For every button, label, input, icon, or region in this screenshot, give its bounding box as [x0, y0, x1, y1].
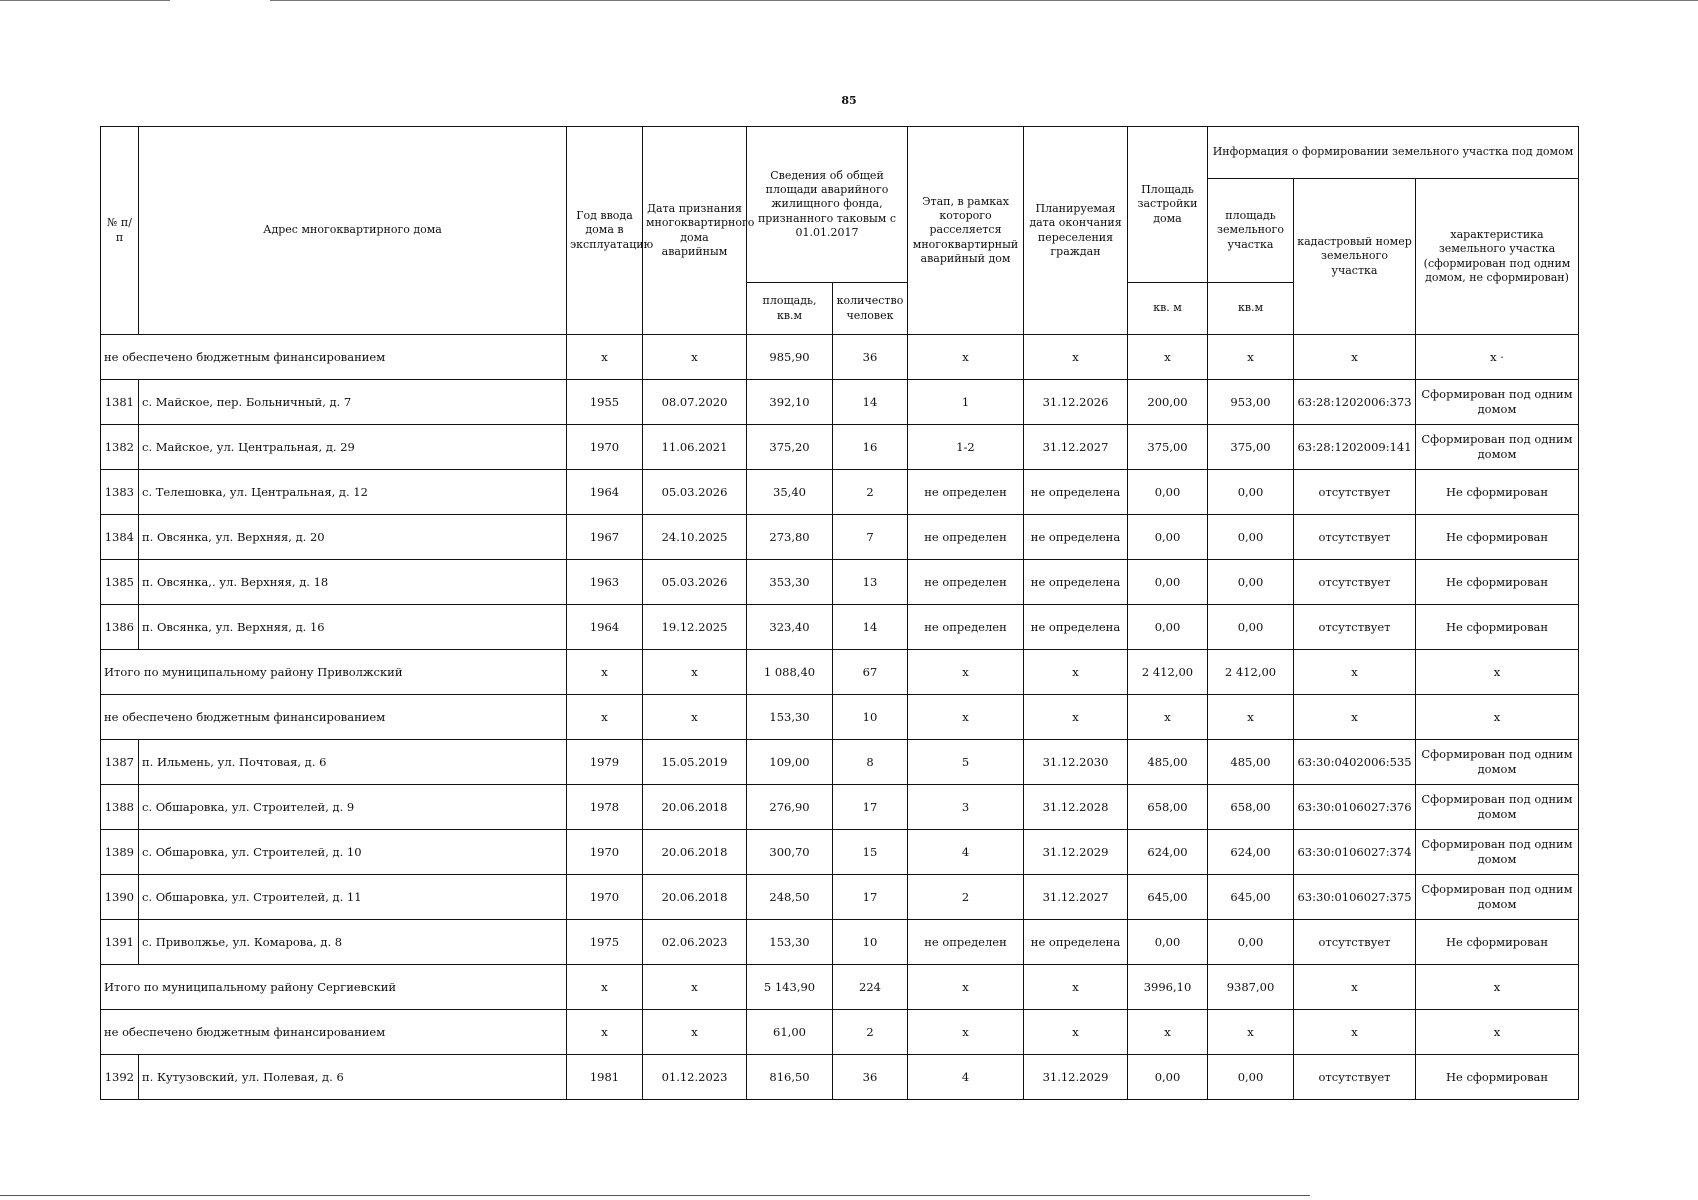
row-address: п. Овсянка,. ул. Верхняя, д. 18 — [139, 560, 567, 605]
cell-planned: 31.12.2026 — [1024, 380, 1128, 425]
header-land-group: Информация о формировании земельного участка под домом — [1208, 127, 1579, 179]
cell-area: 392,10 — [747, 380, 833, 425]
cell-people: 7 — [833, 515, 908, 560]
cell-date: 20.06.2018 — [643, 830, 747, 875]
cell-char: Сформирован под одним домом — [1416, 830, 1579, 875]
row-number: 1381 — [101, 380, 139, 425]
cell-land: 2 412,00 — [1208, 650, 1294, 695]
cell-char: Сформирован под одним домом — [1416, 425, 1579, 470]
cell-cadastral: x — [1294, 650, 1416, 695]
cell-area: 276,90 — [747, 785, 833, 830]
cell-people: 10 — [833, 695, 908, 740]
cell-land: 645,00 — [1208, 875, 1294, 920]
cell-year: 1955 — [567, 380, 643, 425]
cell-cadastral: 63:30:0106027:374 — [1294, 830, 1416, 875]
cell-land: 0,00 — [1208, 560, 1294, 605]
cell-bldg: 0,00 — [1128, 1055, 1208, 1100]
row-number: 1390 — [101, 875, 139, 920]
cell-cadastral: отсутствует — [1294, 920, 1416, 965]
top-rule-right — [270, 0, 1698, 1]
cell-date: 20.06.2018 — [643, 785, 747, 830]
cell-stage: не определен — [908, 515, 1024, 560]
cell-date: 20.06.2018 — [643, 875, 747, 920]
table-body — [101, 335, 1579, 1100]
summary-row — [101, 695, 1579, 740]
cell-land: 375,00 — [1208, 425, 1294, 470]
table-row — [101, 560, 1579, 605]
cell-planned: не определена — [1024, 515, 1128, 560]
cell-area: 153,30 — [747, 695, 833, 740]
header-year: Год ввода дома в эксплуатацию — [567, 127, 643, 335]
summary-label: не обеспечено бюджетным финансированием — [101, 1010, 567, 1055]
cell-char: x — [1416, 965, 1579, 1010]
cell-year: 1963 — [567, 560, 643, 605]
cell-stage: 2 — [908, 875, 1024, 920]
header-land-area: площадь земельного участка — [1208, 179, 1294, 283]
cell-bldg: 0,00 — [1128, 560, 1208, 605]
cell-cadastral: отсутствует — [1294, 515, 1416, 560]
cell-people: 15 — [833, 830, 908, 875]
cell-char: x · — [1416, 335, 1579, 380]
cell-year: 1979 — [567, 740, 643, 785]
cell-planned: 31.12.2028 — [1024, 785, 1128, 830]
cell-planned: x — [1024, 1010, 1128, 1055]
header-building-area-unit: кв. м — [1128, 283, 1208, 335]
cell-area: 375,20 — [747, 425, 833, 470]
cell-land: 0,00 — [1208, 920, 1294, 965]
cell-year: 1970 — [567, 425, 643, 470]
cell-area: 273,80 — [747, 515, 833, 560]
cell-people: 2 — [833, 470, 908, 515]
cell-char: Не сформирован — [1416, 1055, 1579, 1100]
header-land-area-unit: кв.м — [1208, 283, 1294, 335]
cell-planned: 31.12.2030 — [1024, 740, 1128, 785]
cell-cadastral: отсутствует — [1294, 470, 1416, 515]
row-address: с. Телешовка, ул. Центральная, д. 12 — [139, 470, 567, 515]
cell-area: 248,50 — [747, 875, 833, 920]
cell-char: Не сформирован — [1416, 605, 1579, 650]
row-number: 1384 — [101, 515, 139, 560]
cell-people: 14 — [833, 380, 908, 425]
row-address: с. Обшаровка, ул. Строителей, д. 11 — [139, 875, 567, 920]
row-address: с. Приволжье, ул. Комарова, д. 8 — [139, 920, 567, 965]
row-number: 1388 — [101, 785, 139, 830]
table-row — [101, 785, 1579, 830]
cell-planned: не определена — [1024, 605, 1128, 650]
page-number: 85 — [841, 94, 857, 107]
cell-planned: 31.12.2027 — [1024, 425, 1128, 470]
table-row — [101, 605, 1579, 650]
cell-stage: x — [908, 335, 1024, 380]
cell-bldg: 645,00 — [1128, 875, 1208, 920]
row-number: 1389 — [101, 830, 139, 875]
summary-row — [101, 335, 1579, 380]
cell-land: 0,00 — [1208, 1055, 1294, 1100]
cell-area: 323,40 — [747, 605, 833, 650]
cell-year: 1978 — [567, 785, 643, 830]
cell-year: 1981 — [567, 1055, 643, 1100]
cell-people: 13 — [833, 560, 908, 605]
cell-char: Не сформирован — [1416, 470, 1579, 515]
cell-cadastral: отсутствует — [1294, 1055, 1416, 1100]
cell-planned: x — [1024, 695, 1128, 740]
cell-date: x — [643, 965, 747, 1010]
table-row — [101, 1055, 1579, 1100]
cell-area: 61,00 — [747, 1010, 833, 1055]
cell-people: 10 — [833, 920, 908, 965]
cell-people: 17 — [833, 875, 908, 920]
cell-char: Сформирован под одним домом — [1416, 740, 1579, 785]
cell-people: 17 — [833, 785, 908, 830]
cell-bldg: 0,00 — [1128, 920, 1208, 965]
cell-year: 1964 — [567, 470, 643, 515]
cell-area: 353,30 — [747, 560, 833, 605]
cell-people: 36 — [833, 335, 908, 380]
cell-year: 1975 — [567, 920, 643, 965]
summary-row — [101, 1010, 1579, 1055]
cell-cadastral: 63:30:0106027:375 — [1294, 875, 1416, 920]
cell-bldg: 3996,10 — [1128, 965, 1208, 1010]
row-number: 1382 — [101, 425, 139, 470]
cell-people: 16 — [833, 425, 908, 470]
cell-planned: x — [1024, 650, 1128, 695]
cell-land: x — [1208, 695, 1294, 740]
cell-char: x — [1416, 1010, 1579, 1055]
cell-land: 0,00 — [1208, 605, 1294, 650]
table-row — [101, 830, 1579, 875]
cell-stage: 4 — [908, 1055, 1024, 1100]
row-address: с. Майское, ул. Центральная, д. 29 — [139, 425, 567, 470]
summary-label: не обеспечено бюджетным финансированием — [101, 695, 567, 740]
cell-cadastral: 63:30:0402006:535 — [1294, 740, 1416, 785]
cell-date: 19.12.2025 — [643, 605, 747, 650]
row-number: 1386 — [101, 605, 139, 650]
cell-char: Сформирован под одним домом — [1416, 875, 1579, 920]
cell-land: x — [1208, 1010, 1294, 1055]
table-row — [101, 515, 1579, 560]
cell-date: x — [643, 650, 747, 695]
cell-planned: x — [1024, 335, 1128, 380]
cell-land: 624,00 — [1208, 830, 1294, 875]
cell-char: Сформирован под одним домом — [1416, 380, 1579, 425]
row-address: п. Овсянка, ул. Верхняя, д. 16 — [139, 605, 567, 650]
cell-land: 485,00 — [1208, 740, 1294, 785]
header-cadastral: кадастровый номер земельного участка — [1294, 179, 1416, 335]
cell-cadastral: x — [1294, 695, 1416, 740]
cell-date: 15.05.2019 — [643, 740, 747, 785]
cell-char: x — [1416, 695, 1579, 740]
header-recognition-date: Дата признания многоквартирного дома аварийным — [643, 127, 747, 335]
cell-bldg: 624,00 — [1128, 830, 1208, 875]
bottom-rule — [0, 1195, 1310, 1196]
cell-date: 02.06.2023 — [643, 920, 747, 965]
cell-bldg: 2 412,00 — [1128, 650, 1208, 695]
header-planned-date: Планируемая дата окончания переселения граждан — [1024, 127, 1128, 335]
cell-stage: 4 — [908, 830, 1024, 875]
cell-area: 153,30 — [747, 920, 833, 965]
cell-char: Не сформирован — [1416, 515, 1579, 560]
cell-stage: 1-2 — [908, 425, 1024, 470]
cell-year: x — [567, 695, 643, 740]
cell-year: x — [567, 1010, 643, 1055]
cell-area: 109,00 — [747, 740, 833, 785]
cell-land: 0,00 — [1208, 515, 1294, 560]
cell-year: x — [567, 335, 643, 380]
cell-cadastral: 63:30:0106027:376 — [1294, 785, 1416, 830]
cell-bldg: 485,00 — [1128, 740, 1208, 785]
header-area: площадь, кв.м — [747, 283, 833, 335]
cell-land: x — [1208, 335, 1294, 380]
header-address: Адрес многоквартирного дома — [139, 127, 567, 335]
cell-cadastral: отсутствует — [1294, 560, 1416, 605]
header-no: № п/п — [101, 127, 139, 335]
cell-char: x — [1416, 650, 1579, 695]
cell-bldg: 375,00 — [1128, 425, 1208, 470]
summary-row — [101, 965, 1579, 1010]
cell-people: 2 — [833, 1010, 908, 1055]
cell-date: 11.06.2021 — [643, 425, 747, 470]
cell-date: x — [643, 335, 747, 380]
cell-stage: x — [908, 965, 1024, 1010]
cell-cadastral: 63:28:1202009:141 — [1294, 425, 1416, 470]
cell-bldg: 200,00 — [1128, 380, 1208, 425]
cell-stage: не определен — [908, 560, 1024, 605]
summary-label: Итого по муниципальному району Приволжский — [101, 650, 567, 695]
row-number: 1383 — [101, 470, 139, 515]
cell-stage: не определен — [908, 920, 1024, 965]
cell-date: 01.12.2023 — [643, 1055, 747, 1100]
cell-stage: x — [908, 650, 1024, 695]
cell-stage: не определен — [908, 605, 1024, 650]
summary-label: не обеспечено бюджетным финансированием — [101, 335, 567, 380]
table-row — [101, 380, 1579, 425]
header-characteristic: характеристика земельного участка (сформирован под одним домом, не сформирован) — [1416, 179, 1579, 335]
header-people: количество человек — [833, 283, 908, 335]
table-row — [101, 425, 1579, 470]
cell-year: 1967 — [567, 515, 643, 560]
cell-cadastral: x — [1294, 1010, 1416, 1055]
cell-year: 1964 — [567, 605, 643, 650]
cell-cadastral: 63:28:1202006:373 — [1294, 380, 1416, 425]
header-area-group: Сведения об общей площади аварийного жилищного фонда, признанного таковым с 01.01.2017 — [747, 127, 908, 283]
cell-planned: 31.12.2027 — [1024, 875, 1128, 920]
cell-bldg: 0,00 — [1128, 470, 1208, 515]
cell-planned: 31.12.2029 — [1024, 1055, 1128, 1100]
cell-people: 224 — [833, 965, 908, 1010]
cell-people: 14 — [833, 605, 908, 650]
cell-date: 05.03.2026 — [643, 560, 747, 605]
cell-year: 1970 — [567, 875, 643, 920]
table-row — [101, 920, 1579, 965]
cell-stage: x — [908, 1010, 1024, 1055]
cell-planned: не определена — [1024, 560, 1128, 605]
table-row — [101, 875, 1579, 920]
cell-planned: 31.12.2029 — [1024, 830, 1128, 875]
row-address: с. Обшаровка, ул. Строителей, д. 10 — [139, 830, 567, 875]
cell-bldg: 0,00 — [1128, 515, 1208, 560]
cell-people: 67 — [833, 650, 908, 695]
cell-bldg: 658,00 — [1128, 785, 1208, 830]
top-rule-left — [0, 0, 170, 1]
cell-bldg: 0,00 — [1128, 605, 1208, 650]
row-address: с. Майское, пер. Больничный, д. 7 — [139, 380, 567, 425]
cell-bldg: x — [1128, 695, 1208, 740]
emergency-housing-table — [100, 126, 1579, 1100]
cell-stage: x — [908, 695, 1024, 740]
row-number: 1385 — [101, 560, 139, 605]
cell-stage: 1 — [908, 380, 1024, 425]
cell-stage: не определен — [908, 470, 1024, 515]
cell-bldg: x — [1128, 1010, 1208, 1055]
cell-cadastral: отсутствует — [1294, 605, 1416, 650]
cell-cadastral: x — [1294, 965, 1416, 1010]
row-address: п. Кутузовский, ул. Полевая, д. 6 — [139, 1055, 567, 1100]
cell-date: x — [643, 1010, 747, 1055]
cell-date: x — [643, 695, 747, 740]
cell-year: x — [567, 965, 643, 1010]
cell-date: 05.03.2026 — [643, 470, 747, 515]
cell-area: 35,40 — [747, 470, 833, 515]
cell-cadastral: x — [1294, 335, 1416, 380]
cell-planned: не определена — [1024, 920, 1128, 965]
cell-area: 816,50 — [747, 1055, 833, 1100]
summary-label: Итого по муниципальному району Сергиевский — [101, 965, 567, 1010]
cell-stage: 3 — [908, 785, 1024, 830]
cell-char: Не сформирован — [1416, 560, 1579, 605]
table-row — [101, 740, 1579, 785]
row-number: 1387 — [101, 740, 139, 785]
header-stage: Этап, в рамках которого расселяется многоквартирный аварийный дом — [908, 127, 1024, 335]
cell-char: Не сформирован — [1416, 920, 1579, 965]
cell-land: 658,00 — [1208, 785, 1294, 830]
cell-area: 5 143,90 — [747, 965, 833, 1010]
row-address: с. Обшаровка, ул. Строителей, д. 9 — [139, 785, 567, 830]
cell-area: 300,70 — [747, 830, 833, 875]
cell-land: 953,00 — [1208, 380, 1294, 425]
row-number: 1391 — [101, 920, 139, 965]
cell-year: x — [567, 650, 643, 695]
cell-area: 1 088,40 — [747, 650, 833, 695]
summary-row — [101, 650, 1579, 695]
cell-area: 985,90 — [747, 335, 833, 380]
cell-bldg: x — [1128, 335, 1208, 380]
cell-people: 8 — [833, 740, 908, 785]
cell-stage: 5 — [908, 740, 1024, 785]
row-address: п. Овсянка, ул. Верхняя, д. 20 — [139, 515, 567, 560]
cell-char: Сформирован под одним домом — [1416, 785, 1579, 830]
cell-date: 24.10.2025 — [643, 515, 747, 560]
cell-planned: не определена — [1024, 470, 1128, 515]
row-number: 1392 — [101, 1055, 139, 1100]
cell-date: 08.07.2020 — [643, 380, 747, 425]
cell-land: 9387,00 — [1208, 965, 1294, 1010]
table-row — [101, 470, 1579, 515]
cell-year: 1970 — [567, 830, 643, 875]
row-address: п. Ильмень, ул. Почтовая, д. 6 — [139, 740, 567, 785]
header-building-area: Площадь застройки дома — [1128, 127, 1208, 283]
cell-people: 36 — [833, 1055, 908, 1100]
cell-planned: x — [1024, 965, 1128, 1010]
cell-land: 0,00 — [1208, 470, 1294, 515]
